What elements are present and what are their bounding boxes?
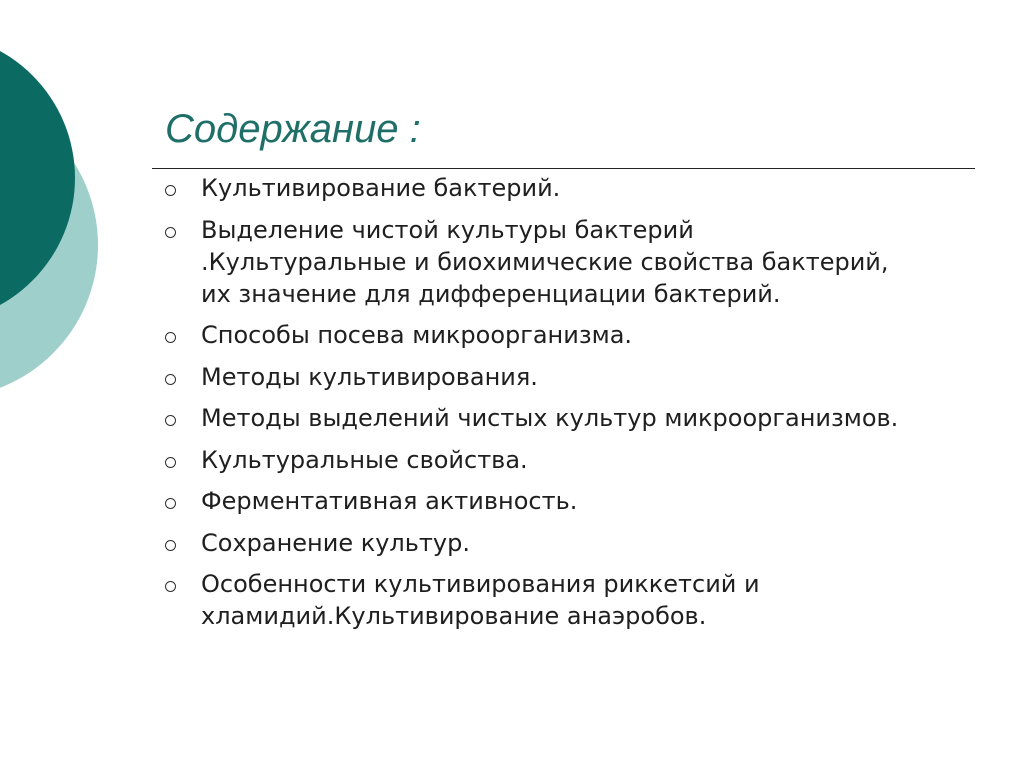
circle-bullet-icon	[165, 185, 176, 196]
list-item-text: Ферментативная активность.	[201, 487, 578, 515]
circle-bullet-icon	[165, 332, 176, 343]
list-item-text: Способы посева микроорганизма.	[201, 321, 633, 349]
circle-bullet-icon	[165, 540, 176, 551]
list-item	[165, 527, 905, 559]
list-item	[165, 361, 905, 393]
list-item	[165, 172, 905, 204]
circle-bullet-icon	[165, 415, 176, 426]
circle-bullet-icon	[165, 374, 176, 385]
list-item	[165, 568, 905, 632]
list-item-text: Сохранение культур.	[201, 528, 470, 557]
circle-bullet-icon	[165, 457, 176, 468]
list-item	[165, 485, 905, 517]
content-list	[165, 172, 905, 642]
decorative-circles	[0, 0, 140, 420]
list-item	[165, 214, 905, 310]
slide-title: Содержание :	[165, 107, 421, 151]
list-item	[165, 444, 905, 476]
list-item-text: Выделение чистой культуры бактерий .Культуральные и биохимические свойства бактерий, их значение для дифференциации бактерий.	[201, 215, 889, 308]
circle-bullet-icon	[165, 227, 176, 238]
list-item-text: Методы культивирования.	[201, 362, 538, 391]
list-item-text: Культуральные свойства.	[201, 445, 528, 474]
title-divider	[152, 168, 975, 169]
list-item-text: Культивирование бактерий.	[201, 174, 561, 202]
list-item-text: Особенности культивирования риккетсий и хламидий.Культивирование анаэробов.	[201, 570, 760, 630]
list-item-text: Методы выделений чистых культур микроорганизмов.	[201, 404, 899, 432]
list-item	[165, 402, 905, 434]
circle-bullet-icon	[165, 581, 176, 592]
circle-bullet-icon	[165, 498, 176, 509]
list-item	[165, 319, 905, 351]
